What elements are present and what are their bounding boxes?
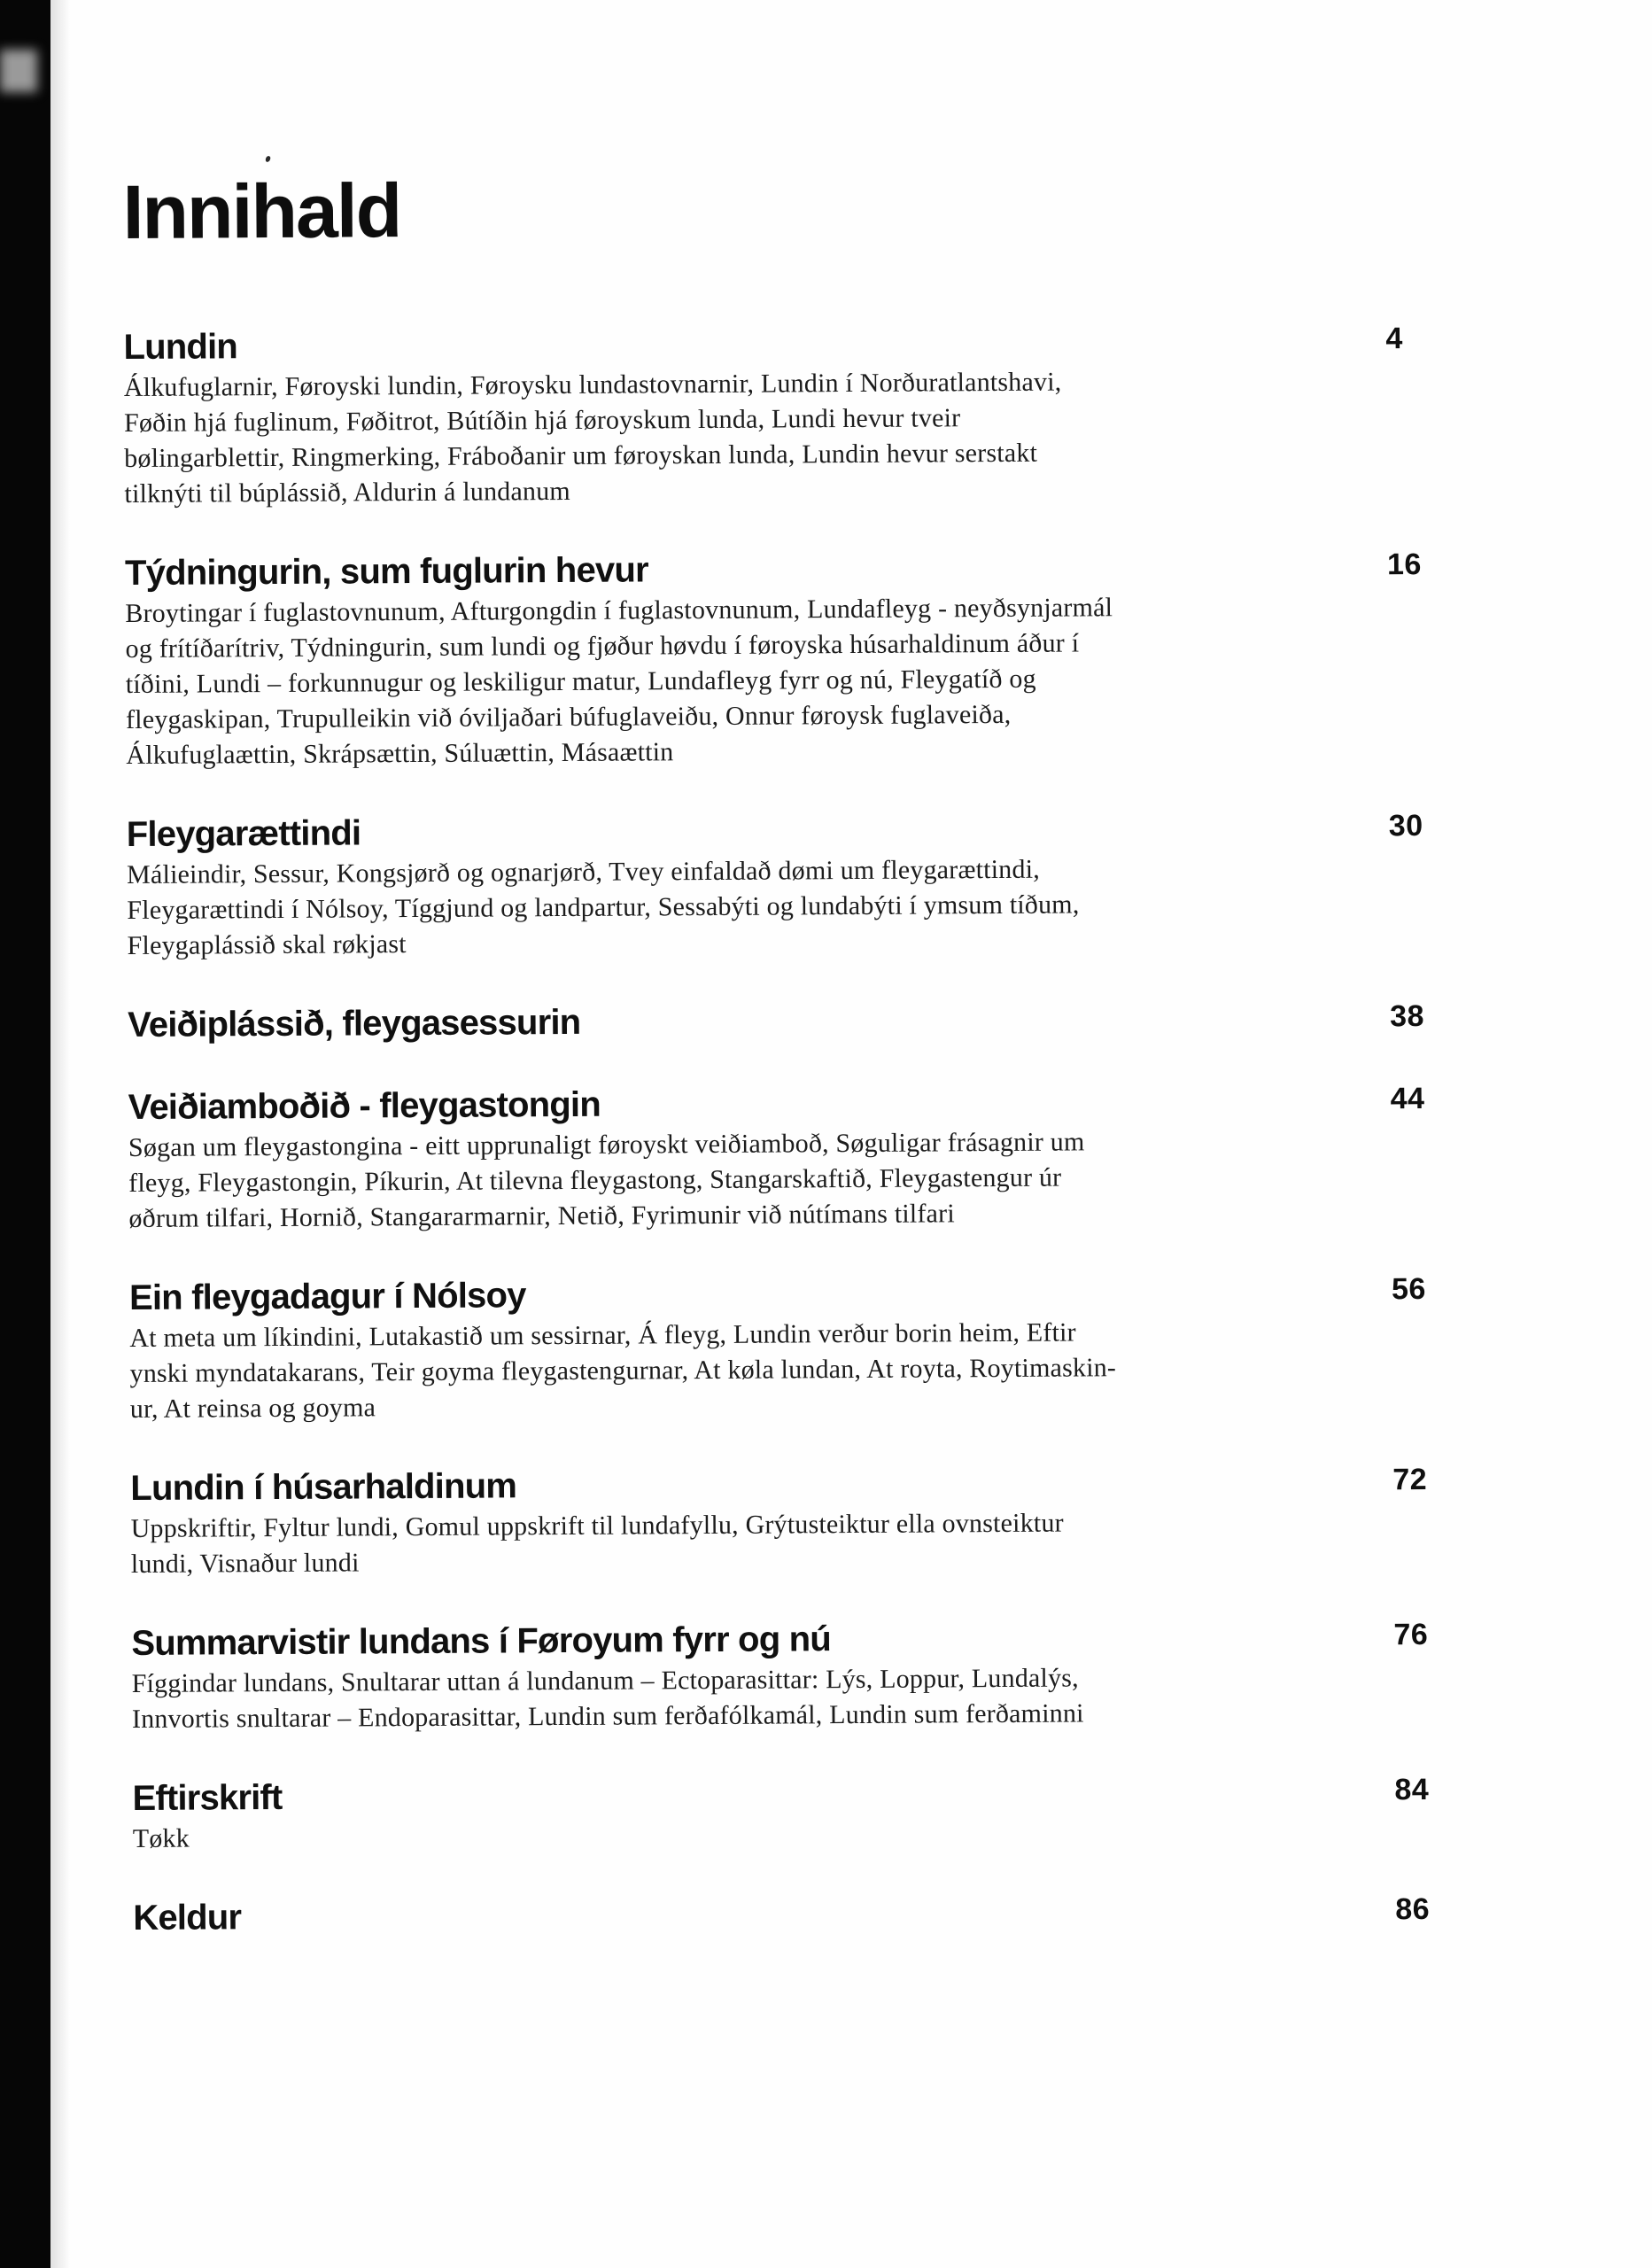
section-description: Fíggindar lundans, Snultarar uttan á lundanum – Ectoparasittar: Lýs, Loppur, Lundalýs, Innvortis snultarar – Endoparasittar, Lundin sum ferðafólkamál, Lundin sum ferðaminni (131, 1663, 1084, 1734)
section-heading: Veiðiplássið, fleygasessurin (128, 1002, 581, 1045)
page-number: 30 (1388, 809, 1423, 843)
page-number: 72 (1392, 1463, 1428, 1497)
page-number: 4 (1385, 322, 1403, 356)
section-description: At meta um líkindini, Lutakastið um sessirnar, Á fleyg, Lundin verður borin heim, Eftir ynski myndatakarans, Teir goyma fleygastengurnar, At køla lundan, At royta, Roytimaskin- ur, At reinsa og goyma (129, 1317, 1117, 1424)
section-description: Tøkk (132, 1823, 190, 1853)
scan-smudge-artifact (0, 50, 37, 92)
section-heading: Veiðiamboðið - fleygastongin (128, 1084, 601, 1128)
page-number: 38 (1390, 999, 1425, 1034)
section-description: Uppskriftir, Fyltur lundi, Gomul uppskrift til lundafyllu, Grýtusteiktur ella ovnsteiktur lundi, Visnaður lundi (130, 1508, 1064, 1579)
page-number: 84 (1394, 1773, 1430, 1807)
scan-edge-shadow (50, 0, 70, 2268)
page-number: 56 (1391, 1272, 1426, 1307)
section-heading: Summarvistir lundans í Føroyum fyrr og nú (131, 1619, 832, 1663)
toc-section (125, 544, 1472, 773)
scan-edge-artifact (0, 0, 50, 2268)
section-heading: Lundin í húsarhaldinum (130, 1466, 517, 1508)
toc-section (127, 805, 1474, 964)
section-description: Søgan um fleygastongina - eitt upprunaligt føroyskt veiðiamboð, Søguligar frásagnir um fleyg, Fleygastongin, Píkurin, At tilevna fleygastong, Stangarskaftið, Fleygastengur úr øðrum tilfari, Hornið, Stangararmarnir, Netið, Fyrimunir við nútímans tilfari (128, 1127, 1085, 1233)
toc-sections (123, 318, 1479, 1939)
toc-section (128, 996, 1474, 1046)
table-of-contents (122, 165, 1479, 1939)
section-heading: Fleygarættindi (126, 813, 361, 855)
section-description: Broytingar í fuglastovnunum, Afturgongdin í fuglastovnunum, Lundafleyg - neyðsynjarmál og frítíðarítriv, Týdningurin, sum lundi og fjøður høvdu í føroyska húsarhaldinum áður í tíðini, Lundi – forkunnugur og leskiligur matur, Lundafleyg fyrr og nú, Fleygatíð og fleygaskipan, Trupulleikin við óviljaðari búfuglaveiðu, Onnur føroysk fuglaveiða, Álkufuglaættin, Skrápsættin, Súluættin, Másaættin (125, 593, 1113, 771)
toc-section (132, 1769, 1479, 1857)
section-heading: Keldur (133, 1898, 242, 1938)
toc-section (130, 1459, 1477, 1582)
toc-section (129, 1269, 1477, 1427)
section-heading: Ein fleygadagur í Nólsoy (128, 1276, 526, 1317)
page-number: 76 (1393, 1618, 1429, 1652)
toc-section (133, 1889, 1479, 1939)
toc-section (123, 318, 1470, 512)
section-description: Málieindir, Sessur, Kongsjørð og ognarjørð, Tvey einfaldað dømi um fleygarættindi, Fleygarættindi í Nólsoy, Tíggjund og landpartur, Sessabýti og lundabýti í ymsum tíðum, Fleygaplássið skal røkjast (127, 854, 1080, 961)
section-heading: Týdningurin, sum fuglurin hevur (124, 550, 648, 594)
section-heading: Eftirskrift (132, 1777, 283, 1818)
section-heading: Lundin (123, 327, 238, 368)
toc-section (128, 1078, 1476, 1237)
page-title: Innihald (122, 168, 401, 256)
toc-section (131, 1614, 1478, 1737)
page-number: 44 (1390, 1082, 1425, 1116)
page-number: 16 (1386, 548, 1422, 582)
page-number: 86 (1395, 1892, 1431, 1927)
scan-speck-artifact (265, 155, 271, 162)
section-description: Álkufuglarnir, Føroyski lundin, Føroysku lundastovnarnir, Lundin í Norðuratlantshavi, Føðin hjá fuglinum, Føðitrot, Bútíðin hjá føroyskum lunda, Lundi hevur tveir bølingarblettir, Ringmerking, Fráboðanir um føroyskan lunda, Lundin hevur serstakt tilknýti til búplássið, Aldurin á lundanum (123, 367, 1062, 509)
